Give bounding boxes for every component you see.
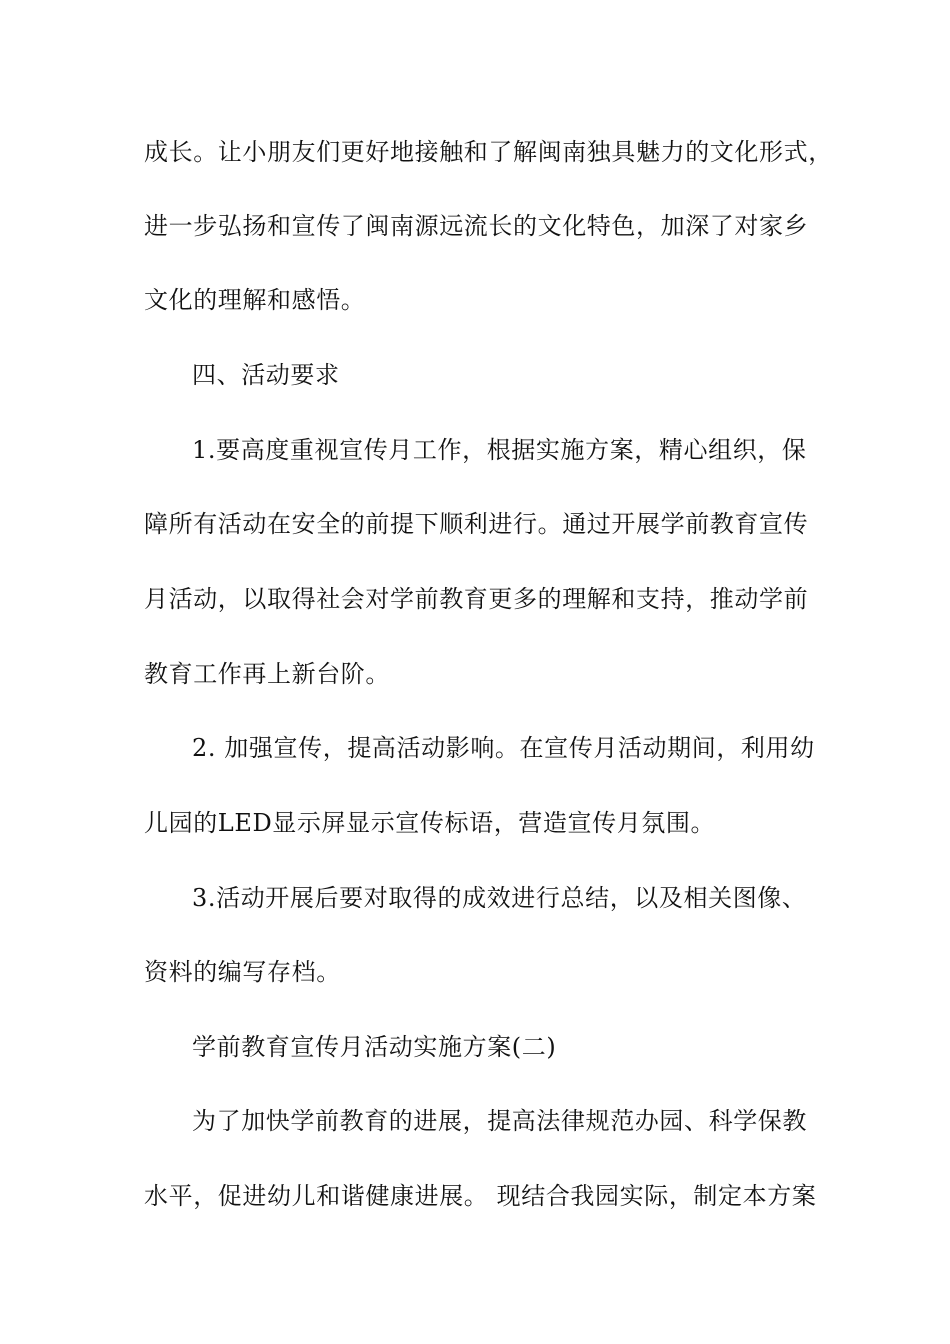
paragraph-line: 为了加快学前教育的进展，提高法律规范办园、科学保教 <box>192 1107 807 1135</box>
paragraph-line: 1.要高度重视宣传月工作，根据实施方案，精心组织，保 <box>192 436 807 464</box>
paragraph-line: 3.活动开展后要对取得的成效进行总结，以及相关图像、 <box>192 884 807 912</box>
paragraph-line: 障所有活动在安全的前提下顺利进行。通过开展学前教育宣传 <box>144 510 809 538</box>
paragraph-line: 文化的理解和感悟。 <box>144 286 366 314</box>
paragraph-line: 儿园的LED显示屏显示宣传标语，营造宣传月氛围。 <box>144 809 716 837</box>
paragraph-line: 进一步弘扬和宣传了闽南源远流长的文化特色，加深了对家乡 <box>144 212 809 240</box>
paragraph-line: 成长。让小朋友们更好地接触和了解闽南独具魅力的文化形式， <box>144 138 833 166</box>
paragraph-line: 月活动，以取得社会对学前教育更多的理解和支持，推动学前 <box>144 585 809 613</box>
section-heading: 四、活动要求 <box>192 361 340 389</box>
paragraph-line: 教育工作再上新台阶。 <box>144 660 390 688</box>
paragraph-line: 资料的编写存档。 <box>144 958 341 986</box>
paragraph-line: 水平，促进幼儿和谐健康进展。 现结合我园实际，制定本方案 <box>144 1182 817 1210</box>
paragraph-line: 2. 加强宣传，提高活动影响。在宣传月活动期间，利用幼 <box>192 734 815 762</box>
document-subtitle: 学前教育宣传月活动实施方案(二) <box>192 1033 557 1061</box>
